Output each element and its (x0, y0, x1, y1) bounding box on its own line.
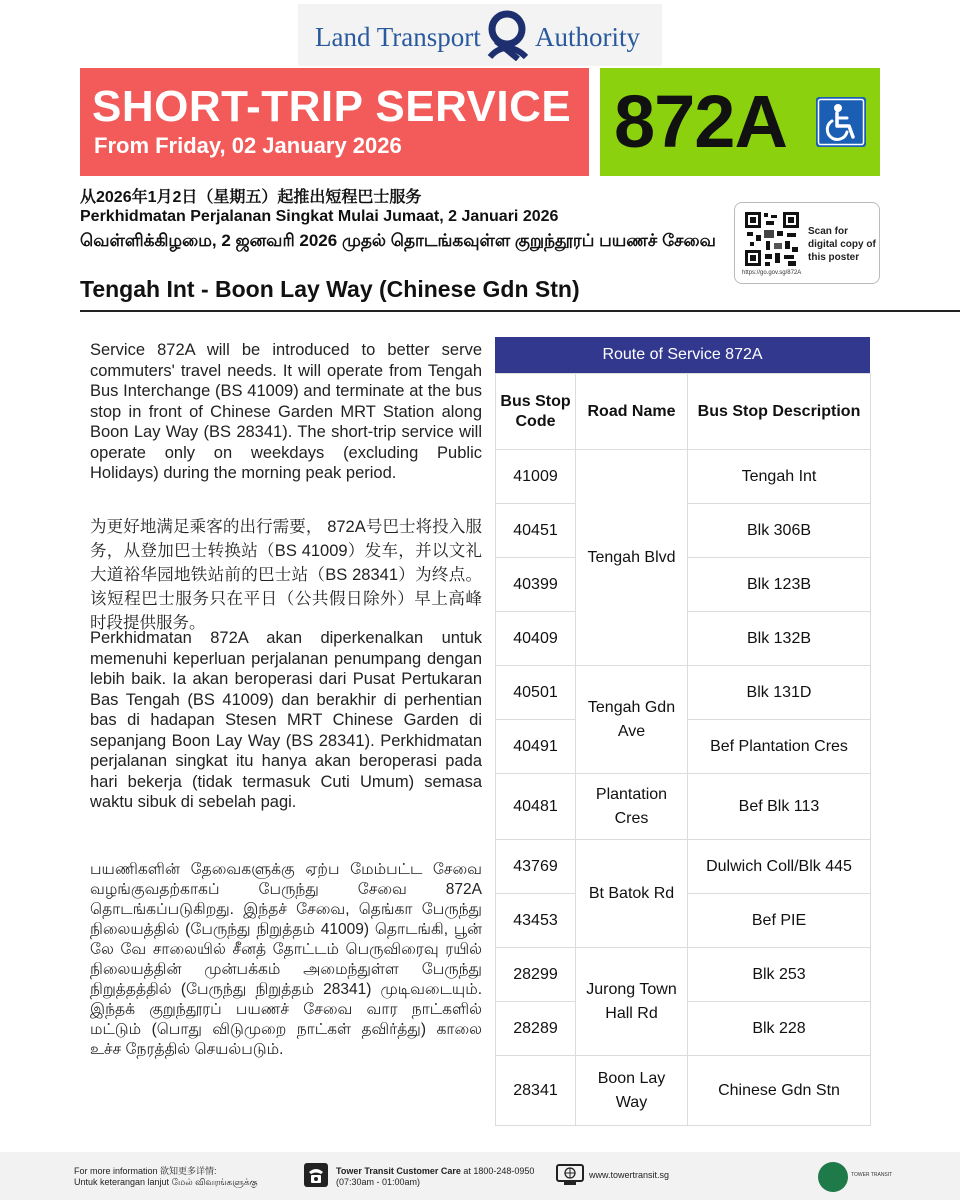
care-phone[interactable]: at 1800-248-0950 (460, 1166, 535, 1176)
stop-code: 43769 (496, 840, 576, 894)
stop-description: Blk 123B (688, 558, 871, 612)
stop-description: Dulwich Coll/Blk 445 (688, 840, 871, 894)
table-row (496, 840, 871, 894)
qr-url: https://go.gov.sg/872A (742, 270, 802, 276)
stop-description: Blk 228 (688, 1002, 871, 1056)
lta-ribbon-icon (482, 9, 532, 61)
stop-description: Bef Blk 113 (688, 774, 871, 840)
logo-text-right: Authority (535, 22, 640, 52)
customer-care (336, 1166, 534, 1188)
route-table-title: Route of Service 872A (495, 337, 870, 373)
service-banner (80, 68, 589, 176)
stop-code: 40451 (496, 504, 576, 558)
road-name: Tengah Gdn Ave (576, 666, 688, 774)
divider (80, 310, 960, 312)
banner-subtitle: From Friday, 02 January 2026 (94, 133, 402, 158)
road-name: Jurong Town Hall Rd (576, 948, 688, 1056)
service-number: 872A (614, 80, 787, 163)
stop-code: 28299 (496, 948, 576, 1002)
qr-caption: Scan for digital copy of this poster (808, 226, 876, 263)
column-header-road: Road Name (576, 374, 688, 450)
column-header-code: Bus Stop Code (496, 374, 576, 450)
road-name: Tengah Blvd (576, 450, 688, 666)
stop-description: Bef PIE (688, 894, 871, 948)
tower-transit-logo-icon (818, 1162, 848, 1192)
stop-description: Bef Plantation Cres (688, 720, 871, 774)
road-name: Boon Lay Way (576, 1056, 688, 1126)
qr-code-icon[interactable] (744, 211, 800, 267)
website-icon (556, 1164, 584, 1186)
table-row (496, 450, 871, 504)
description-chinese: 为更好地满足乘客的出行需要， 872A号巴士将投入服务，从登加巴士转换站（BS 41009）发车，并以文礼大道裕华园地铁站前的巴士站（BS 28341）为终点。该短程巴士服务只在平日（公共假日除外）早上高峰时段提供服务。 (90, 518, 482, 632)
stop-description: Blk 131D (688, 666, 871, 720)
stop-description: Blk 132B (688, 612, 871, 666)
table-row (496, 666, 871, 720)
description-tamil: பயணிகளின் தேவைகளுக்கு ஏற்ப மேம்பட்ட சேவை வழங்குவதற்காகப் பேருந்து சேவை 872A தொடங்கப்படுகிறது. இந்தச் சேவை, தெங்கா பேருந்து நிலையத்தில் (பேருந்து நிறுத்தம் 41009) தொடங்கி, பூன் லே வே சாலையில் சீனத் தோட்டம் பெருவிரைவு ரயில் நிலையத்தின் முன்பக்கம் அமைந்துள்ள பேருந்து நிறுத்தத்தில் (பேருந்து நிறுத்தம் 28341) முடிவடையும். இந்தக் குறுந்தூரப் பயணச் சேவை வார நாட்களில் மட்டும் (பொது விடுமுறை நாட்கள் தவிர்த்து) காலை உச்ச நேரத்தில் செயல்படும். (90, 861, 482, 1058)
footer-info-line1: For more information 欲知更多详情: (74, 1166, 217, 1176)
table-row (496, 774, 871, 840)
banner-title: SHORT-TRIP SERVICE (92, 82, 572, 131)
stop-code: 43453 (496, 894, 576, 948)
title-chinese: 从2026年1月2日（星期五）起推出短程巴士服务 (80, 189, 422, 206)
care-hours: (07:30am - 01:00am) (336, 1177, 421, 1187)
route-title: Tengah Int - Boon Lay Way (Chinese Gdn Stn) (80, 276, 580, 302)
stop-code: 40481 (496, 774, 576, 840)
title-malay: Perkhidmatan Perjalanan Singkat Mulai Jumaat, 2 Januari 2026 (80, 208, 559, 225)
stop-code: 40501 (496, 666, 576, 720)
lta-logo (298, 4, 662, 66)
website-link[interactable]: www.towertransit.sg (589, 1170, 670, 1180)
stop-description: Tengah Int (688, 450, 871, 504)
road-name: Plantation Cres (576, 774, 688, 840)
stop-description: Blk 253 (688, 948, 871, 1002)
description-malay: Perkhidmatan 872A akan diperkenalkan untuk memenuhi keperluan perjalanan penumpang dengan lebih baik. Ia akan beroperasi dari Pusat Pertukaran Bas Tengah (BS 41009) dan berakhir di perhentian bas di hadapan Stesen MRT Chinese Garden di sepanjang Boon Lay Way (BS 28341). Perkhidmatan perjalanan singkat itu hanya akan beroperasi pada hari bekerja (tidak termasuk Cuti Umum) semasa waktu sibuk di sebelah pagi. (90, 629, 482, 811)
care-label: Tower Transit Customer Care (336, 1166, 461, 1176)
column-header-description: Bus Stop Description (688, 374, 871, 450)
stop-code: 28289 (496, 1002, 576, 1056)
stop-code: 41009 (496, 450, 576, 504)
road-name: Bt Batok Rd (576, 840, 688, 948)
stop-code: 40491 (496, 720, 576, 774)
operator-label: TOWER TRANSIT (851, 1172, 893, 1178)
footer-info-line2: Untuk keterangan lanjut மேல் விவரங்களுக்கு (74, 1177, 258, 1187)
phone-icon (303, 1162, 329, 1188)
logo-text-left: Land Transport (315, 22, 481, 52)
stop-code: 40409 (496, 612, 576, 666)
stop-code: 40399 (496, 558, 576, 612)
wheelchair-icon (816, 97, 866, 147)
footer (0, 1152, 960, 1200)
table-header-row (496, 374, 871, 450)
qr-code-box[interactable] (734, 202, 880, 284)
table-row (496, 948, 871, 1002)
service-number-panel (600, 68, 880, 176)
route-table (495, 373, 871, 1126)
footer-info (74, 1166, 258, 1188)
table-row (496, 1056, 871, 1126)
stop-description: Chinese Gdn Stn (688, 1056, 871, 1126)
stop-description: Blk 306B (688, 504, 871, 558)
description-english: Service 872A will be introduced to better serve commuters' travel needs. It will operate from Tengah Bus Interchange (BS 41009) and terminate at the bus stop in front of Chinese Garden MRT Station along Boon Lay Way (BS 28341). The short-trip service will operate only on weekdays (excluding Public Holidays) during the morning peak period. (90, 341, 482, 482)
stop-code: 28341 (496, 1056, 576, 1126)
title-tamil: வெள்ளிக்கிழமை, 2 ஜனவரி 2026 முதல் தொடங்கவுள்ள குறுந்தூரப் பயணச் சேவை (80, 231, 716, 250)
